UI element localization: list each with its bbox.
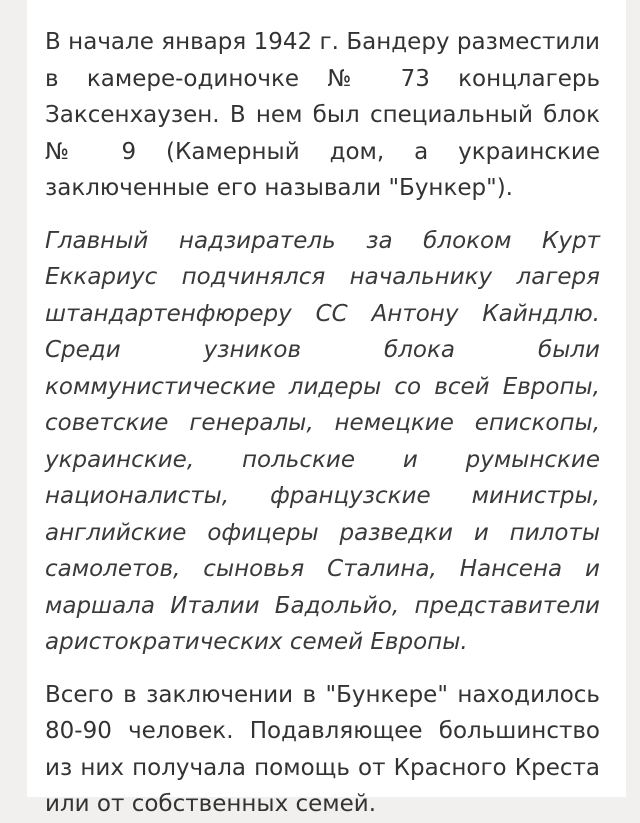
paragraph-intro: В начале января 1942 г. Бандеру разместили в камере-одиночке № 73 концлагерь Заксенхаузен. В нем был специальный блок № 9 (Камерный дом, а украинские заключенные его называли "Бункер"). bbox=[45, 29, 600, 201]
article-page bbox=[27, 0, 626, 817]
paragraph-summary: Всего в заключении в "Бункере" находилось 80-90 человек. Подавляющее большинство из них получала помощь от Красного Креста или от собственных семей. bbox=[45, 681, 600, 817]
paragraph-quote: Главный надзиратель за блоком Курт Еккариус подчинялся начальнику лагеря штандартенфюреру СС Антону Кайндлю. Среди узников блока были коммунистические лидеры со всей Европы, советские генералы, немецкие епископы, украинские, польские и румынские националисты, французские министры, английские офицеры разведки и пилоты самолетов, сыновья Сталина, Нансена и маршала Италии Бадольйо, представители аристократических семей Европы. bbox=[45, 227, 600, 655]
